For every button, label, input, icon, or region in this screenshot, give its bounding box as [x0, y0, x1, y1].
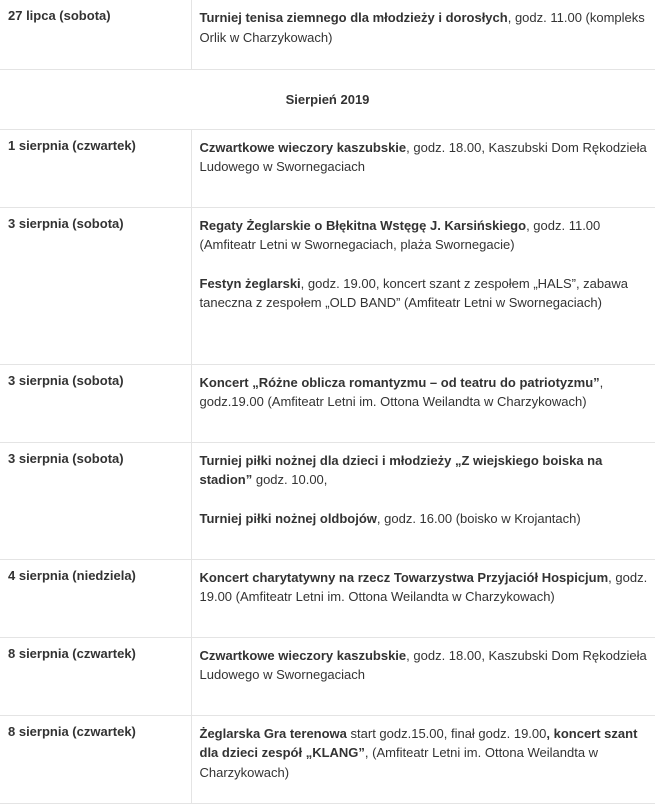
event-description	[191, 0, 655, 69]
event-description	[191, 559, 655, 637]
event-title: , koncert szant dla dzieci zespół „KLANG”	[199, 725, 638, 760]
event-title: Festyn żeglarski	[199, 275, 301, 291]
event-date: 3 sierpnia (sobota)	[0, 364, 191, 442]
event-item	[200, 8, 650, 47]
event-title: Koncert charytatywny na rzecz Towarzystwa Przyjaciół Hospicjum	[199, 569, 609, 585]
event-item	[200, 724, 650, 783]
event-title: Czwartkowe wieczory kaszubskie	[199, 647, 407, 663]
event-details: , godz. 18.00, Kaszubski Dom Rękodzieła Ludowego w Swornegaciach	[199, 139, 647, 174]
event-date: 4 sierpnia (niedziela)	[0, 559, 191, 637]
event-date: 27 lipca (sobota)	[0, 0, 191, 69]
event-description	[191, 715, 655, 803]
event-item	[200, 138, 650, 177]
event-details: , godz. 11.00 (kompleks Orlik w Charzykowach)	[199, 10, 645, 45]
event-title: Koncert „Różne oblicza romantyzmu – od teatru do patriotyzmu”	[199, 374, 600, 390]
event-date: 3 sierpnia (sobota)	[0, 442, 191, 559]
event-details: godz. 10.00,	[252, 472, 328, 487]
event-description	[191, 129, 655, 207]
table-row	[0, 715, 655, 803]
month-header-row	[0, 69, 655, 129]
event-item	[200, 646, 650, 685]
event-details: start godz.15.00, finał godz. 19.00	[346, 725, 547, 741]
event-item	[200, 451, 650, 490]
event-title: Czwartkowe wieczory kaszubskie	[199, 139, 407, 155]
table-row	[0, 0, 655, 69]
month-header: Sierpień 2019	[0, 69, 655, 129]
table-row	[0, 559, 655, 637]
event-date: 3 sierpnia (sobota)	[0, 207, 191, 364]
table-row	[0, 364, 655, 442]
event-details: , godz. 19.00 (Amfiteatr Letni im. Ottona Weilandta w Charzykowach)	[199, 569, 648, 604]
table-row	[0, 637, 655, 715]
event-details: , godz. 18.00, Kaszubski Dom Rękodzieła Ludowego w Swornegaciach	[199, 647, 647, 682]
event-item	[200, 216, 650, 255]
event-details: , godz. 16.00 (boisko w Krojantach)	[376, 510, 581, 526]
event-details: , godz. 19.00, koncert szant z zespołem „HALS”, zabawa taneczna z zespołem „OLD BAND” (Amfiteatr Letni w Swornegaciach)	[199, 275, 628, 310]
event-description	[191, 442, 655, 559]
event-item	[200, 568, 650, 607]
event-description	[191, 364, 655, 442]
event-title: Turniej tenisa ziemnego dla młodzieży i dorosłych	[199, 10, 508, 25]
table-row	[0, 442, 655, 559]
event-description	[191, 637, 655, 715]
event-details: , godz.19.00 (Amfiteatr Letni im. Ottona Weilandta w Charzykowach)	[199, 374, 604, 409]
event-date: 1 sierpnia (czwartek)	[0, 129, 191, 207]
event-title: Turniej piłki nożnej dla dzieci i młodzieży „Z wiejskiego boiska na stadion”	[199, 452, 603, 487]
event-date: 8 sierpnia (czwartek)	[0, 715, 191, 803]
event-title: Turniej piłki nożnej oldbojów	[199, 510, 377, 526]
event-date: 8 sierpnia (czwartek)	[0, 637, 191, 715]
event-title: Żeglarska Gra terenowa	[199, 725, 347, 741]
event-item	[200, 509, 650, 529]
event-details: , (Amfiteatr Letni im. Ottona Weilandta w Charzykowach)	[199, 745, 599, 780]
table-row	[0, 207, 655, 364]
event-description	[191, 207, 655, 364]
table-row	[0, 129, 655, 207]
event-item	[200, 373, 650, 412]
event-title: Regaty Żeglarskie o Błękitna Wstęgę J. Karsińskiego	[199, 217, 527, 233]
event-details: , godz. 11.00 (Amfiteatr Letni w Swornegaciach, plaża Swornegacie)	[199, 217, 601, 252]
event-item	[200, 274, 650, 313]
